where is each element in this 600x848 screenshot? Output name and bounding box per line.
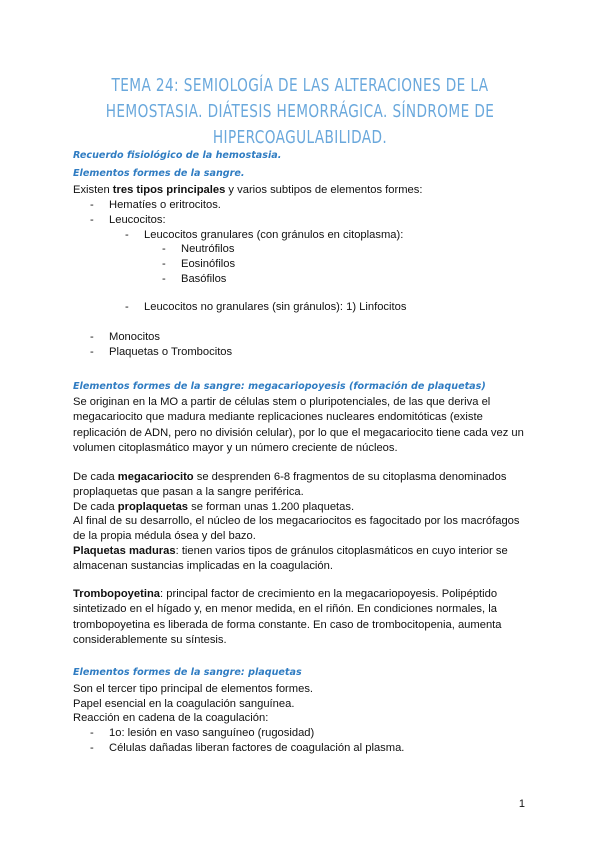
list-item-text: Neutrófilos xyxy=(181,243,235,255)
list-item: - Plaquetas o Trombocitos xyxy=(90,346,233,358)
intro-post: y varios subtipos de elementos formes: xyxy=(225,184,423,196)
list-item: - Neutrófilos xyxy=(162,243,235,255)
p2-bold: megacariocito xyxy=(117,471,194,483)
list-item-text: Leucocitos no granulares (sin gránulos): 1) Linfocitos xyxy=(144,301,407,313)
section-heading-megacariopoyesis: Elementos formes de la sangre: megacariopoyesis (formación de plaquetas) xyxy=(73,381,486,392)
list-item: - Células dañadas liberan factores de coagulación al plasma. xyxy=(90,742,405,754)
intro-bold: tres tipos principales xyxy=(112,184,226,196)
plaquetas-line-2: Papel esencial en la coagulación sanguínea. xyxy=(73,698,295,710)
paragraph-proplaquetas xyxy=(73,500,533,515)
plaquetas-line-3: Reacción en cadena de la coagulación: xyxy=(73,712,269,724)
p3-bold: proplaquetas xyxy=(117,501,189,513)
list-item: - Monocitos xyxy=(90,331,160,343)
paragraph-nucleo: Al final de su desarrollo, el núcleo de los megacariocitos es fagocitado por los macrófagos de la propia médula ósea y del bazo. xyxy=(73,515,520,543)
p6-bold: Trombopoyetina xyxy=(73,588,161,600)
plaquetas-line-1: Son el tercer tipo principal de elementos formes. xyxy=(73,683,314,695)
list-item-text: Leucocitos granulares (con gránulos en citoplasma): xyxy=(144,229,404,241)
list-item-text: Hematíes o eritrocitos. xyxy=(109,199,221,211)
list-item: - Leucocitos no granulares (sin gránulos): 1) Linfocitos xyxy=(125,301,407,313)
section-subheading-elementos: Elementos formes de la sangre. xyxy=(73,168,245,179)
intro-text xyxy=(73,183,422,197)
list-item-text: Eosinófilos xyxy=(181,258,236,270)
list-item: - Leucocitos: xyxy=(90,214,166,226)
list-item-text: Plaquetas o Trombocitos xyxy=(109,346,233,358)
list-item-text: Leucocitos: xyxy=(109,214,166,226)
p2-pre: De cada xyxy=(73,471,118,483)
p6-post: : principal factor de crecimiento en la megacariopoyesis. Polipéptido sintetizado en el hígado y, en menor medida, en el riñón. En condiciones normales, la trombopoyetina es liberada de forma constante. En caso de trombocitopenia, aumenta considerablemente su síntesis. xyxy=(73,588,502,646)
list-item-text: Células dañadas liberan factores de coagulación al plasma. xyxy=(109,742,405,754)
page-number: 1 xyxy=(518,798,525,810)
list-item: - Eosinófilos xyxy=(162,258,236,270)
list-item: - Basófilos xyxy=(162,273,227,285)
list-item: - Leucocitos granulares (con gránulos en citoplasma): xyxy=(125,229,404,241)
page-title: TEMA 24: SEMIOLOGÍA DE LAS ALTERACIONES DE LA HEMOSTASIA. DIÁTESIS HEMORRÁGICA. SÍNDROME DE HIPERCOAGULABILIDAD. xyxy=(105,76,495,148)
p2-post: se desprenden 6-8 fragmentos de su citoplasma denominados proplaquetas que pasan a la sangre periférica. xyxy=(73,471,507,499)
p3-pre: De cada xyxy=(73,501,118,513)
paragraph-origen: Se originan en la MO a partir de células stem o pluripotenciales, de las que deriva el megacariocito que madura mediante replicaciones nucleares endomitóticas (existe replicación de ADN, pero no división celular), por lo que el megacariocito tiene cada vez un volumen citoplasmático mayor y un número creciente de núcleos. xyxy=(73,396,524,454)
p3-post: se forman unas 1.200 plaquetas. xyxy=(188,501,355,513)
paragraph-plaquetas-maduras xyxy=(73,544,533,575)
p5-post: : tienen varios tipos de gránulos citoplasmáticos en cuyo interior se almacenan sustancias implicadas en la coagulación. xyxy=(73,545,508,573)
list-item-text: 1o: lesión en vaso sanguíneo (rugosidad) xyxy=(109,727,315,739)
paragraph-megacariocito xyxy=(73,470,533,501)
list-item-text: Basófilos xyxy=(181,273,227,285)
p5-bold: Plaquetas maduras xyxy=(73,545,176,557)
intro-pre: Existen xyxy=(73,184,113,196)
list-item: - 1o: lesión en vaso sanguíneo (rugosidad) xyxy=(90,727,315,739)
paragraph-trombopoyetina xyxy=(73,587,533,648)
section-heading-plaquetas: Elementos formes de la sangre: plaquetas xyxy=(73,667,302,678)
list-item: - Hematíes o eritrocitos. xyxy=(90,199,221,211)
list-item-text: Monocitos xyxy=(109,331,160,343)
section-heading-hemostasia: Recuerdo fisiológico de la hemostasia. xyxy=(73,150,282,161)
